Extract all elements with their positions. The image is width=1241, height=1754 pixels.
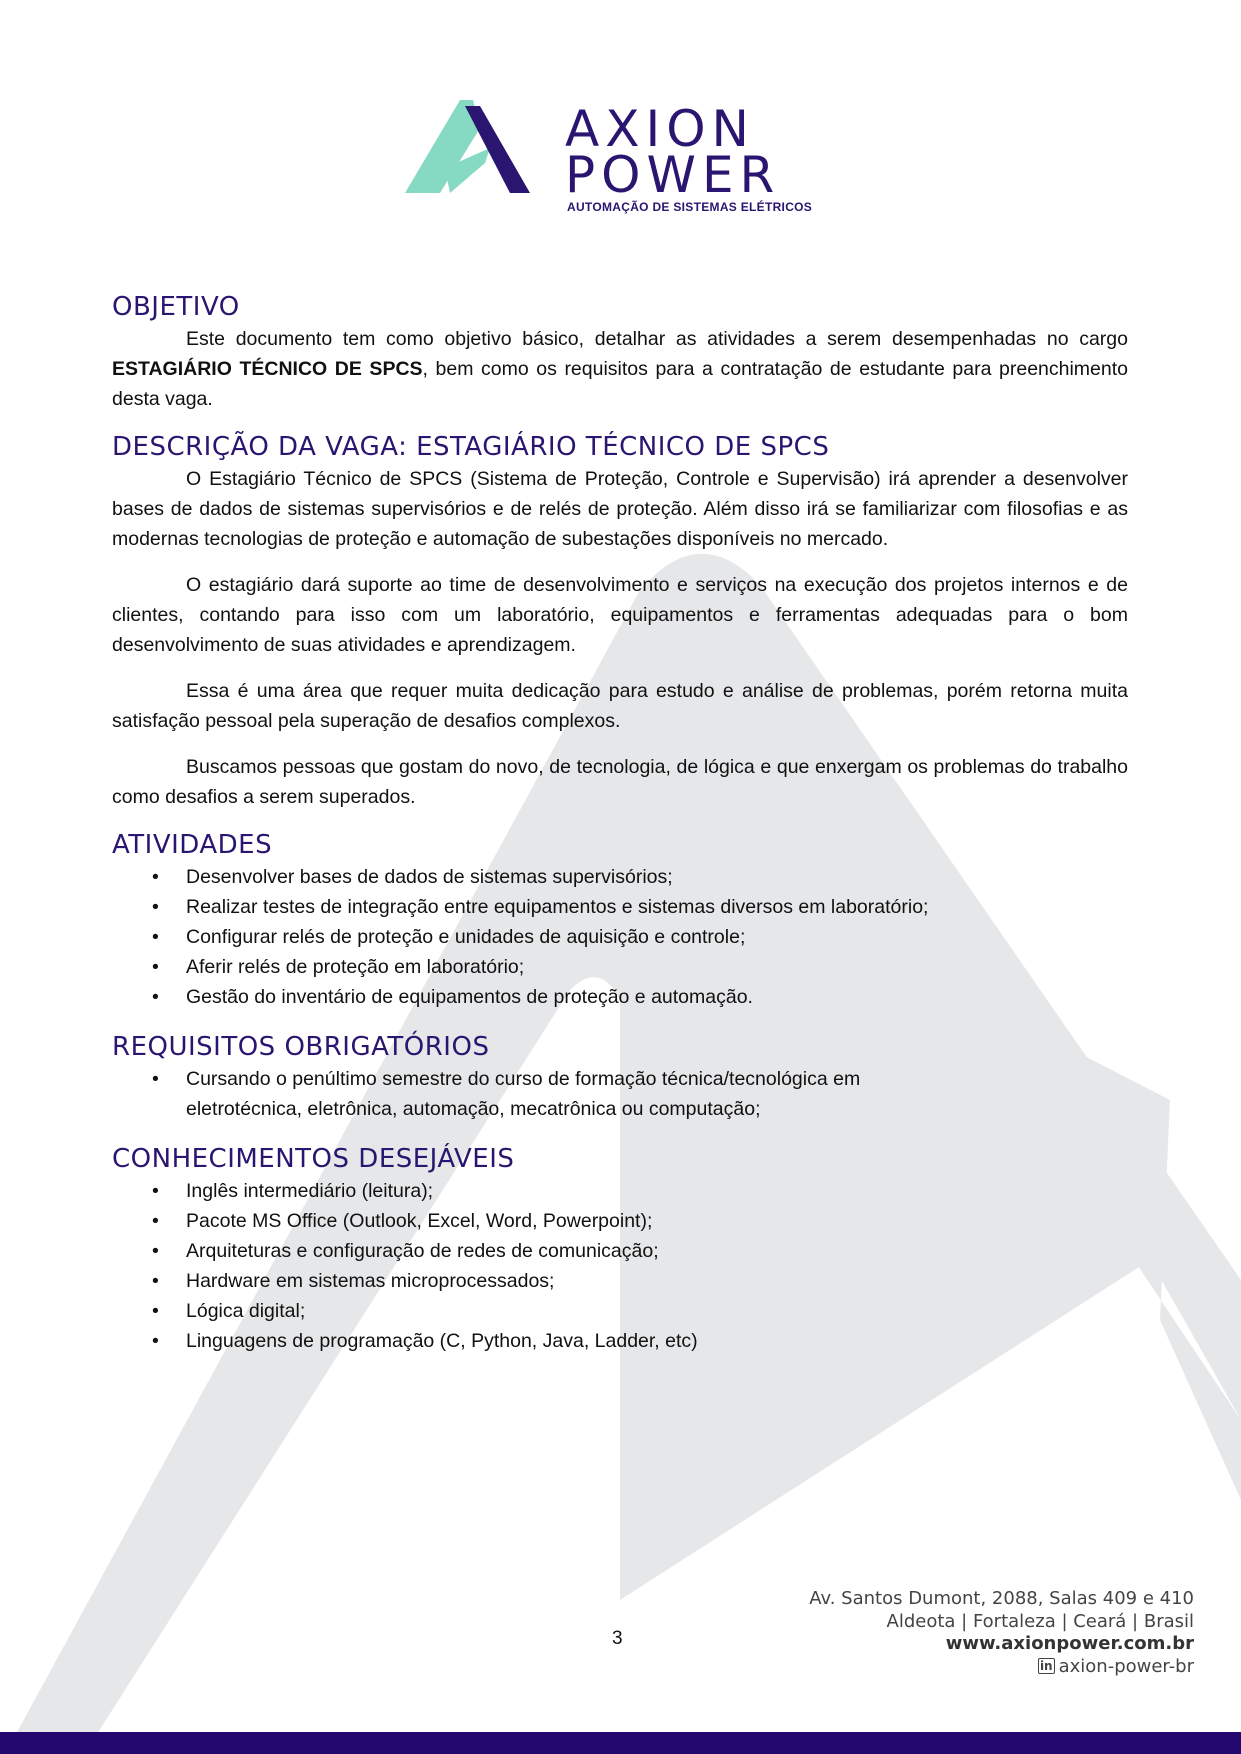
logo-text-power: POWER xyxy=(565,146,781,204)
list-item: • Desenvolver bases de dados de sistemas supervisórios; xyxy=(112,862,1128,892)
footer-linkedin xyxy=(809,1656,1194,1679)
document-body xyxy=(112,290,1128,1374)
list-item: • Realizar testes de integração entre equipamentos e sistemas diversos em laboratório; xyxy=(112,892,1128,922)
descricao-paragraph: Buscamos pessoas que gostam do novo, de tecnologia, de lógica e que enxergam os problemas do trabalho como desafios a serem superados. xyxy=(112,756,1128,808)
requisitos-list xyxy=(112,1064,1128,1124)
atividades-list xyxy=(112,862,1128,1012)
page-number: 3 xyxy=(612,1628,623,1649)
linkedin-icon: in xyxy=(1039,1658,1053,1673)
footer-contact xyxy=(809,1588,1194,1678)
linkedin-handle: axion-power-br xyxy=(1058,1655,1194,1677)
company-logo xyxy=(415,98,825,218)
list-item: • Linguagens de programação (C, Python, Java, Ladder, etc) xyxy=(112,1326,1128,1356)
objetivo-paragraph xyxy=(112,324,1128,414)
footer-address: Av. Santos Dumont, 2088, Salas 409 e 410 xyxy=(809,1588,1194,1609)
descricao-paragraph: O Estagiário Técnico de SPCS (Sistema de Proteção, Controle e Supervisão) irá aprender a desenvolver bases de dados de sistemas supervisórios e de relés de proteção. Além disso irá se familiarizar com filosofias e as modernas tecnologias de proteção e automação de subestações disponíveis no mercado. xyxy=(112,468,1128,550)
heading-requisitos: REQUISITOS OBRIGATÓRIOS xyxy=(112,1032,490,1062)
list-item: • Configurar relés de proteção e unidades de aquisição e controle; xyxy=(112,922,1128,952)
job-title-bold: ESTAGIÁRIO TÉCNICO DE SPCS xyxy=(112,358,423,380)
list-item: • Gestão do inventário de equipamentos de proteção e automação. xyxy=(112,982,1128,1012)
logo-tagline: AUTOMAÇÃO DE SISTEMAS ELÉTRICOS xyxy=(567,200,813,214)
list-item: • Arquiteturas e configuração de redes de comunicação; xyxy=(112,1236,1128,1266)
footer-city: Aldeota | Fortaleza | Ceará | Brasil xyxy=(886,1610,1194,1632)
heading-descricao: DESCRIÇÃO DA VAGA: ESTAGIÁRIO TÉCNICO DE SPCS xyxy=(112,432,830,462)
logo-mark-icon xyxy=(405,98,545,198)
list-item: • Hardware em sistemas microprocessados; xyxy=(112,1266,1128,1296)
list-item: • Aferir relés de proteção em laboratório; xyxy=(112,952,1128,982)
footer-bar xyxy=(0,1732,1241,1754)
list-item: • Cursando o penúltimo semestre do curso de formação técnica/tecnológica em eletrotécnica, eletrônica, automação, mecatrônica ou computação; xyxy=(112,1064,948,1124)
descricao-paragraph: Essa é uma área que requer muita dedicação para estudo e análise de problemas, porém retorna muita satisfação pessoal pela superação de desafios complexos. xyxy=(112,680,1128,732)
list-item: • Pacote MS Office (Outlook, Excel, Word, Powerpoint); xyxy=(112,1206,1128,1236)
text: , bem como os requisitos para a contratação de estudante para preenchimento desta vaga. xyxy=(112,358,1129,410)
list-item: • Lógica digital; xyxy=(112,1296,1128,1326)
list-item: • Inglês intermediário (leitura); xyxy=(112,1176,1128,1206)
conhecimentos-list xyxy=(112,1176,1128,1356)
footer-website: www.axionpower.com.br xyxy=(945,1633,1194,1654)
text: Este documento tem como objetivo básico, detalhar as atividades a serem desempenhadas no cargo xyxy=(186,328,1128,350)
heading-atividades: ATIVIDADES xyxy=(112,830,273,860)
logo-text-axion: AXION xyxy=(565,100,755,158)
descricao-paragraph: O estagiário dará suporte ao time de desenvolvimento e serviços na execução dos projetos internos e de clientes, contando para isso com um laboratório, equipamentos e ferramentas adequadas para o bom desenvolvimento de suas atividades e aprendizagem. xyxy=(112,574,1128,656)
heading-conhecimentos: CONHECIMENTOS DESEJÁVEIS xyxy=(112,1144,515,1174)
heading-objetivo: OBJETIVO xyxy=(112,292,240,322)
